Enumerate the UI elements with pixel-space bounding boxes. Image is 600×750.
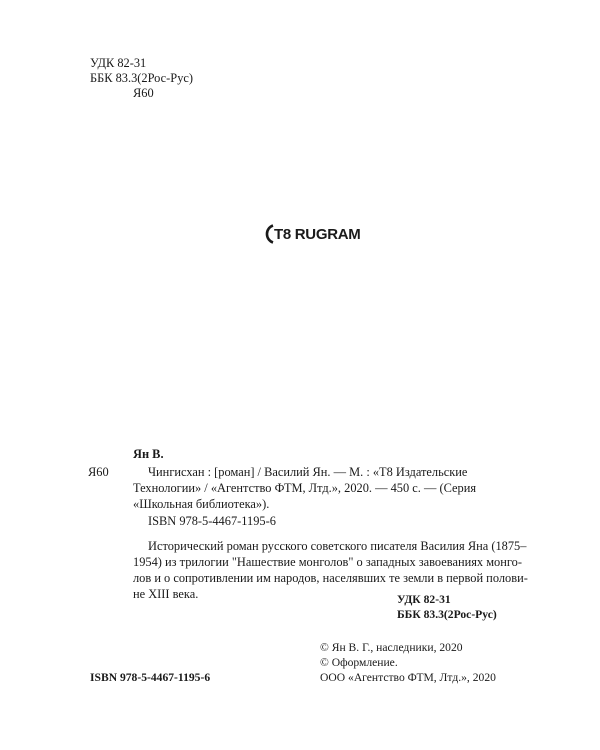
copyright-line: ООО «Агентство ФТМ, Лтд.», 2020 (320, 671, 496, 684)
record-author-mark: Я60 (88, 465, 109, 479)
udk-code: УДК 82-31 (90, 56, 147, 70)
annotation-line: Исторический роман русского советского писателя Василия Яна (1875– (148, 539, 527, 553)
copyright-line: © Оформление. (320, 656, 398, 669)
footer-isbn: ISBN 978-5-4467-1195-6 (90, 671, 211, 684)
publisher-logo-icon (262, 224, 274, 244)
title-line: Технологии» / «Агентство ФТМ, Лтд.», 2020. — 450 с. — (Серия (133, 481, 477, 495)
record-udk: УДК 82-31 (397, 593, 451, 606)
publisher-logo-text: T8 RUGRAM (274, 225, 361, 243)
author-heading: Ян В. (133, 447, 164, 461)
annotation-line: лов и о сопротивлении им народов, населявших те земли в первой полови- (133, 571, 528, 585)
title-line: Чингисхан : [роман] / Василий Ян. — М. : «Т8 Издательские (148, 465, 468, 479)
publisher-logo (262, 224, 360, 244)
author-mark: Я60 (133, 86, 154, 100)
annotation-line: 1954) из трилогии "Нашествие монголов" о западных завоеваниях монго- (133, 555, 522, 569)
annotation-line: не XIII века. (133, 587, 199, 601)
record-isbn: ISBN 978-5-4467-1195-6 (148, 514, 276, 528)
title-line: «Школьная библиотека»). (133, 497, 270, 511)
record-bbk: ББК 83.3(2Рос-Рус) (397, 608, 497, 621)
bbk-code: ББК 83.3(2Рос-Рус) (90, 71, 194, 85)
copyright-line: © Ян В. Г., наследники, 2020 (320, 641, 463, 654)
